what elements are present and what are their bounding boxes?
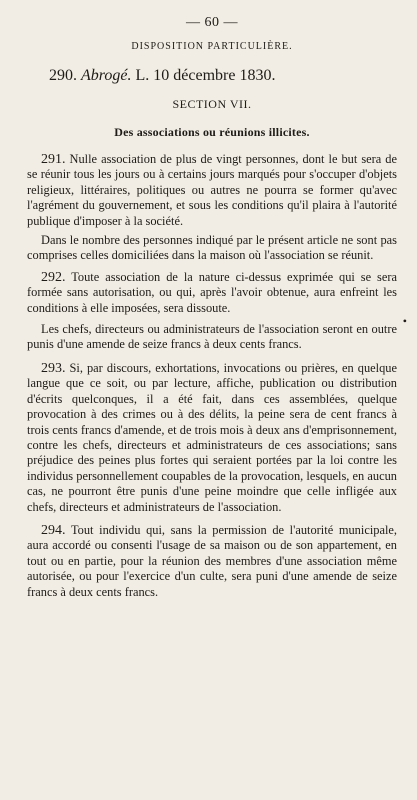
section-subtitle: Des associations ou réunions illicites. bbox=[114, 125, 310, 139]
running-head: DISPOSITION PARTICULIÈRE. bbox=[131, 41, 293, 52]
article-292-paragraph-2: Les chefs, directeurs ou administrateurs de l'association seront en outre punis d'une amende de seize francs à deux cents francs. bbox=[27, 322, 397, 352]
article-290 bbox=[49, 66, 397, 86]
margin-mark: • bbox=[402, 314, 407, 328]
article-292-text: Toute association de la nature ci-dessus exprimée qui se sera formée sans autorisation, ou qui, après l'avoir obtenue, aura enfreint les conditions à elle imposées, sera dissoute. bbox=[27, 269, 397, 315]
article-291-number: 291. bbox=[41, 152, 66, 167]
article-293 bbox=[27, 361, 397, 515]
article-290-number: 290. bbox=[49, 67, 77, 84]
page-number: — 60 — bbox=[186, 15, 238, 30]
article-293-text: Si, par discours, exhortations, invocations ou prières, en quelque langue que ce soit, ou par lecture, affiche, publication ou distribution d'écrits quelconques, il a été fait, dans ces assemblées, quelque provocation à des crimes ou à des délits, la peine sera de cent francs à trois cents francs d'amende, et de trois mois à deux ans d'emprisonnement, contre les chefs, directeurs et administrateurs de ces associations; sans préjudice des peines plus fortes qui seraient portées par la loi contre les individus personnellement coupables de la provocation, lesquels, en aucun cas, ne pourront être punis d'une peine moindre que celle infligée aux chefs, directeurs et administrateurs de l'association. bbox=[27, 360, 397, 514]
article-290-law: L. 10 décembre 1830. bbox=[135, 67, 276, 84]
article-291-paragraph-2: Dans le nombre des personnes indiqué par le présent article ne sont pas comprises celles domiciliées dans la maison où l'association se réunit. bbox=[27, 233, 397, 263]
article-293-number: 293. bbox=[41, 360, 66, 376]
article-290-label: Abrogé. bbox=[81, 67, 132, 84]
article-292-number: 292. bbox=[41, 269, 66, 285]
article-291-text: Nulle association de plus de vingt personnes, dont le but sera de se réunir tous les jours ou à certains jours marqués pour s'occuper d'objets religieux, littéraires, politiques ou autres ne pourra se former qu'avec l'agrément du gouvernement, et sous les conditions qu'il plaira à l'autorité publique d'imposer à la société. bbox=[27, 152, 397, 228]
article-291 bbox=[27, 152, 397, 229]
article-294-text: Tout individu qui, sans la permission de l'autorité municipale, aura accordé ou consenti l'usage de sa maison ou de son appartement, en tout ou en partie, pour la réunion des membres d'une association même autorisée, ou pour l'exercice d'un culte, sera puni d'une amende de seize francs à deux cents francs. bbox=[27, 522, 397, 599]
article-292 bbox=[27, 270, 397, 316]
section-title: SECTION VII. bbox=[172, 97, 252, 111]
article-294 bbox=[27, 523, 397, 600]
article-294-number: 294. bbox=[41, 522, 66, 538]
